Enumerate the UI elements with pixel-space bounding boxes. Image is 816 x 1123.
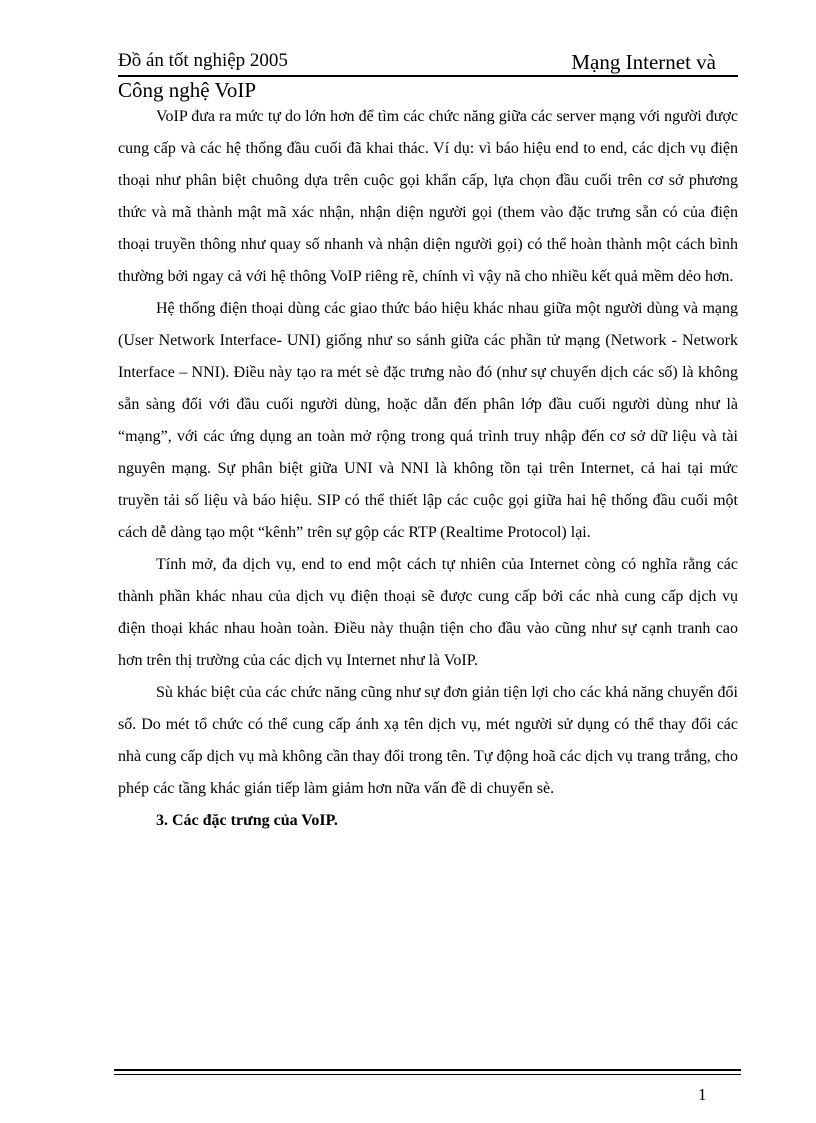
document-body — [118, 101, 738, 837]
footer-rule-thick — [114, 1069, 741, 1071]
paragraph-4: Sù khác biệt của các chức năng cũng như sự đơn giản tiện lợi cho các khả năng chuyển đổi số. Do mét tổ chức có thể cung cấp ánh xạ tên dịch vụ, mét người sử dụng có thể thay đổi các nhà cung cấp dịch vụ mà không cần thay đổi trong tên. Tự động hoã các dịch vụ trang trắng, cho phép các tầng khác gián tiếp làm giảm hơn nữa vấn đề di chuyển sè. — [118, 684, 738, 797]
header-right-title: Mạng Internet và — [571, 50, 716, 74]
section-heading: 3. Các đặc trưng của VoIP. — [156, 812, 338, 829]
paragraph-1: VoIP đưa ra mức tự do lớn hơn để tìm các chức năng giữa các server mạng với người được cung cấp và các hệ thống đầu cuối đã khai thác. Ví dụ: vì báo hiệu end to end, các dịch vụ điện thoại như phân biệt chuông dựa trên cuộc gọi khẩn cấp, lựa chọn đầu cuối trên cơ sở phương thức và mã thành mật mã xác nhận, nhận diện người gọi (them vào đặc trưng sẵn có của điện thoại truyền thông như quay số nhanh và nhận diện người gọi) có thể hoàn thành một cách bình thường bởi ngay cả với hệ thông VoIP riêng rẽ, chính vì vậy nã cho nhiều kết quả mềm dẻo hơn. — [118, 108, 738, 285]
header-left-title: Đồ án tốt nghiệp 2005 — [118, 50, 288, 71]
header-title-continuation: Công nghệ VoIP — [118, 78, 257, 102]
paragraph-2: Hệ thống điện thoại dùng các giao thức báo hiệu khác nhau giữa một người dùng và mạng (User Network Interface- UNI) giống như so sánh giữa các phần tử mạng (Network - Network Interface – NNI). Điều này tạo ra mét sè đặc trưng nào đó (như sự chuyển dịch các số) là không sẵn sàng đối với đầu cuối người dùng, hoặc dẫn đến phân lớp đầu cuối người dùng như là “mạng”, với các ứng dụng an toàn mở rộng trong quá trình truy nhập đến cơ sở dữ liệu và tài nguyên mạng. Sự phân biệt giữa UNI và NNI là không tồn tại trên Internet, cả hai tại mức truyền tải số liệu và báo hiệu. SIP có thể thiết lập các cuộc gọi giữa hai hệ thống đầu cuối một cách dễ dàng tạo một “kênh” trên sự gộp các RTP (Realtime Protocol) lại. — [118, 300, 738, 541]
page-header — [118, 50, 738, 78]
page-number: 1 — [698, 1085, 707, 1104]
paragraph-3: Tính mở, đa dịch vụ, end to end một cách tự nhiên của Internet còng có nghĩa rằng các thành phần khác nhau của dịch vụ điện thoại sẽ được cung cấp bởi các nhà cung cấp dịch vụ điện thoại khác nhau hoàn toàn. Điều này thuận tiện cho đầu vào cũng như sự cạnh tranh cao hơn trên thị trường của các dịch vụ Internet như là VoIP. — [118, 556, 738, 669]
footer-rule-thin — [114, 1074, 741, 1075]
header-rule — [118, 75, 738, 77]
